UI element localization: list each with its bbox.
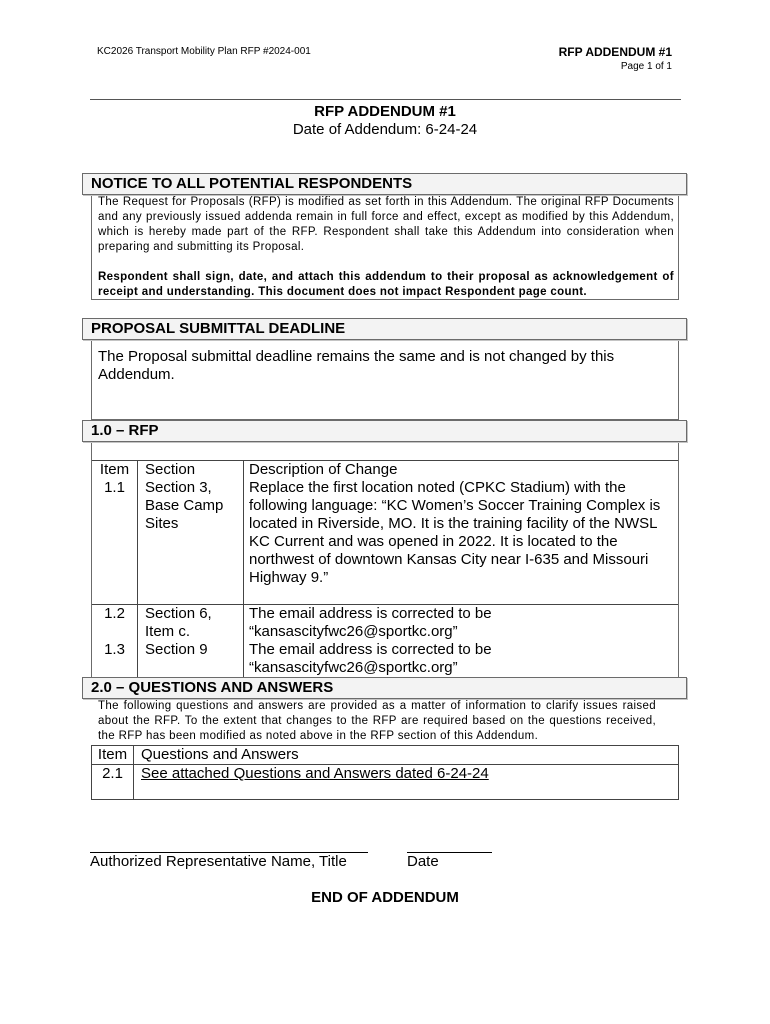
row-section: Section 6, Item c. bbox=[137, 605, 243, 641]
row-item-number: 1.2 bbox=[104, 605, 125, 622]
addendum-date: Date of Addendum: 6-24-24 bbox=[292, 121, 478, 138]
date-label: Date bbox=[407, 853, 439, 870]
qa-table bbox=[91, 745, 679, 800]
qa-attachment-link[interactable]: See attached Questions and Answers dated 6-24-24 bbox=[141, 765, 489, 782]
table-row bbox=[92, 765, 678, 799]
row-description: The email address is corrected to be “kansascityfwc26@sportkc.org” bbox=[243, 641, 678, 677]
qa-intro: The following questions and answers are provided as a matter of information to clarify issues raised about the RFP. To the extent that changes to the RFP are required based on the questions received, the RFP has been modified as noted above in the RFP section of this Addendum. bbox=[98, 700, 656, 742]
deadline-body: The Proposal submittal deadline remains the same and is not changed by this Addendum. bbox=[98, 348, 615, 383]
row-item-number: 1.3 bbox=[104, 641, 125, 658]
notice-acknowledgement: Respondent shall sign, date, and attach this addendum to their proposal as acknowledgement of receipt and understanding. This document does not impact Respondent page count. bbox=[98, 271, 674, 298]
table-row bbox=[92, 479, 678, 605]
row-item-number: 1.1 bbox=[104, 479, 125, 496]
table-spacer-row bbox=[92, 442, 678, 461]
page-number: Page 1 of 1 bbox=[620, 61, 672, 72]
column-header-description: Description of Change bbox=[243, 461, 678, 479]
notice-heading: NOTICE TO ALL POTENTIAL RESPONDENTS bbox=[82, 173, 687, 195]
rfp-changes-table bbox=[91, 442, 679, 678]
notice-section bbox=[91, 195, 679, 300]
qa-heading: 2.0 – QUESTIONS AND ANSWERS bbox=[82, 677, 687, 699]
table-header-row bbox=[92, 461, 678, 479]
table-row bbox=[92, 641, 678, 677]
rfp-heading: 1.0 – RFP bbox=[82, 420, 687, 442]
notice-body: The Request for Proposals (RFP) is modified as set forth in this Addendum. The original RFP Documents and any previously issued addenda remain in full force and effect, except as modified by this Addendum, which is hereby made part of the RFP. Respondent shall take this Addendum into consideration when preparing and submitting its Proposal. bbox=[98, 196, 674, 253]
document-reference: KC2026 Transport Mobility Plan RFP #2024-001 bbox=[97, 46, 311, 57]
column-header-questions: Questions and Answers bbox=[133, 746, 678, 764]
end-of-addendum: END OF ADDENDUM bbox=[311, 889, 459, 906]
header-rule bbox=[90, 99, 681, 100]
deadline-section bbox=[91, 340, 679, 420]
row-item-number: 2.1 bbox=[102, 765, 123, 782]
row-section: Section 3, Base Camp Sites bbox=[137, 479, 243, 604]
table-row bbox=[92, 605, 678, 641]
column-header-section: Section bbox=[137, 461, 243, 479]
column-header-item: Item bbox=[99, 461, 130, 478]
header-addendum-label: RFP ADDENDUM #1 bbox=[558, 45, 672, 59]
row-description: Replace the first location noted (CPKC Stadium) with the following language: “KC Women’s Soccer Training Complex is located in Riverside, MO. It is the training facility of the NWSL KC Current and was opened in 2022. It is located to the northwest of downtown Kansas City near I-635 and Missouri Highway 9.” bbox=[243, 479, 678, 604]
table-header-row bbox=[92, 746, 678, 765]
deadline-heading: PROPOSAL SUBMITTAL DEADLINE bbox=[82, 318, 687, 340]
row-description: The email address is corrected to be “kansascityfwc26@sportkc.org” bbox=[243, 605, 678, 641]
row-section: Section 9 bbox=[137, 641, 243, 677]
column-header-item: Item bbox=[97, 746, 128, 763]
page-title: RFP ADDENDUM #1 bbox=[314, 103, 456, 120]
qa-cell bbox=[133, 765, 678, 799]
name-title-label: Authorized Representative Name, Title bbox=[90, 853, 347, 870]
